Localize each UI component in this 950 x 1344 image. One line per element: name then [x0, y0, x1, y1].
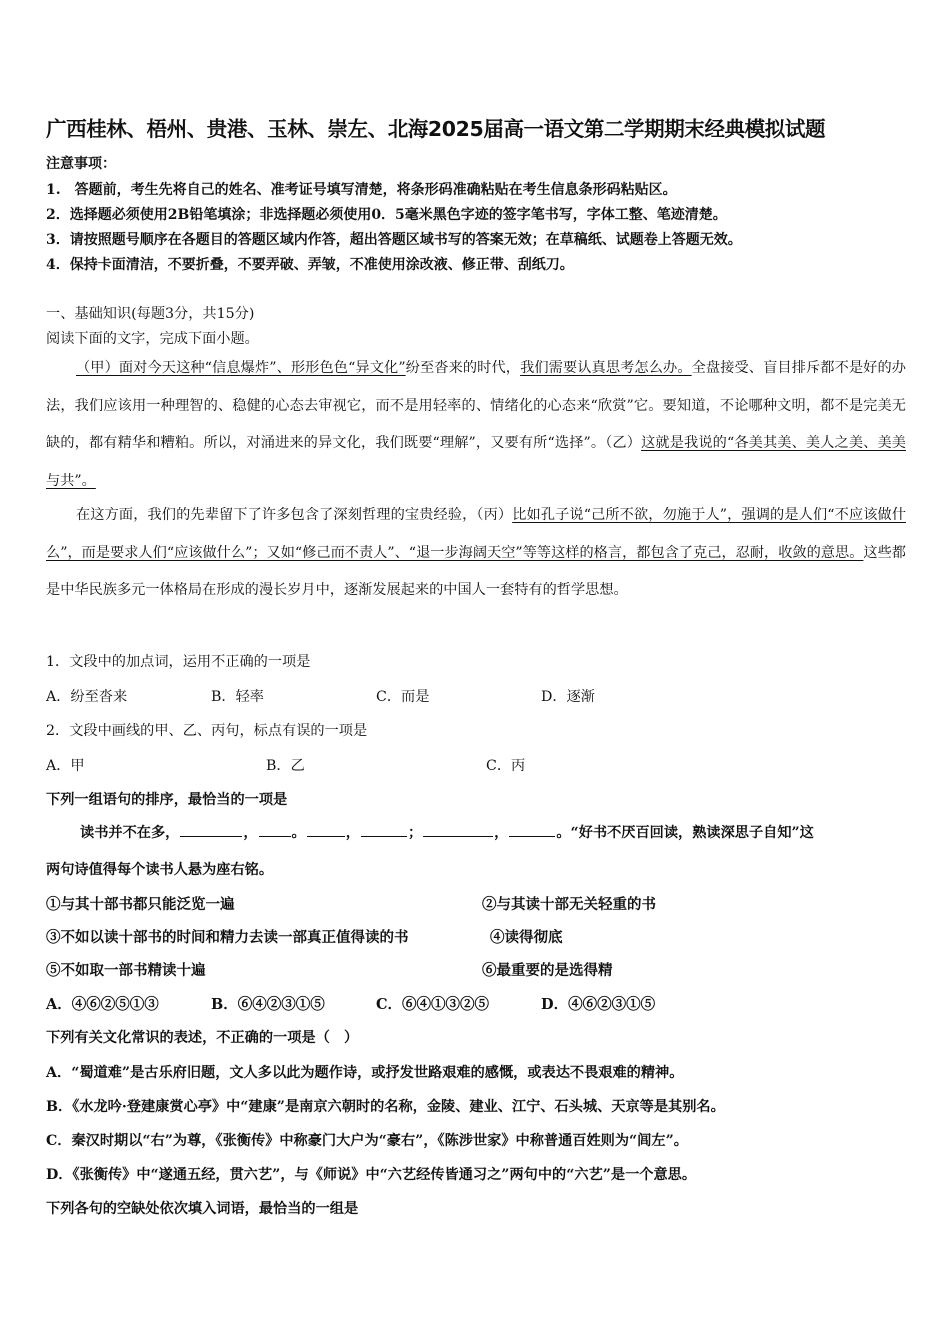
- notice-item-1: 1. 答题前，考生先将自己的姓名、准考证号填写清楚，将条形码准确粘贴在考生信息条形码粘贴区。: [46, 182, 677, 198]
- underlined-sentence-jia: （甲）面对今天这种“信息爆炸”、形形色色“异文化”: [76, 360, 406, 376]
- separator: ，: [345, 825, 360, 841]
- fill-blank-3[interactable]: [307, 822, 345, 837]
- notice-heading: 注意事项：: [46, 156, 116, 172]
- q1-option-a[interactable]: A．纷至沓来: [46, 689, 128, 705]
- q3-sentence-line-1: [80, 822, 814, 842]
- paragraph-text: 全盘接受、盲目排斥都不是好的办法，我们应该用一种理智的、稳健的心态去审视它，而不是用轻率的、情绪化的心态来“欣赏”它。要知道，不论哪种文明，都不是完美无缺的，都有精华和糟粕。所以，对涌进来的异文化，我们既要“理解”，又要有所“选择”。（乙）: [46, 360, 906, 451]
- q4-option-a[interactable]: A．“蜀道难”是古乐府旧题，文人多以此为题作诗，或抒发世路艰难的感慨，或表达不畏艰难的精神。: [46, 1065, 684, 1081]
- underlined-sentence-jia-end: 我们需要认真思考怎么办。: [520, 360, 692, 376]
- q3-option-b[interactable]: B．⑥④②③①⑤: [211, 996, 325, 1013]
- q1-option-d[interactable]: D．逐渐: [541, 689, 595, 705]
- q3-option-d[interactable]: D．④⑥②③①⑤: [541, 996, 656, 1013]
- q1-option-b[interactable]: B．轻率: [211, 689, 264, 705]
- sentence-text: 读书并不在多，: [80, 825, 180, 841]
- q3-item-5: ⑤不如取一部书精读十遍: [46, 962, 206, 979]
- q3-sentence-line-2: 两句诗值得每个读书人悬为座右铭。: [46, 862, 274, 878]
- fill-blank-5[interactable]: [423, 822, 493, 837]
- q4-option-b[interactable]: B．《水龙吟·登建康赏心亭》中“建康”是南京六朝时的名称，金陵、建业、江宁、石头城、天京等是其别名。: [46, 1099, 725, 1115]
- q3-item-1: ①与其十部书都只能泛览一遍: [46, 896, 235, 913]
- q3-item-6: ⑥最重要的是选得精: [482, 962, 613, 979]
- q2-option-c[interactable]: C．丙: [486, 758, 526, 774]
- q1-option-c[interactable]: C．而是: [376, 689, 430, 705]
- question-5-stem: 下列各句的空缺处依次填入词语，最恰当的一组是: [46, 1201, 359, 1217]
- underlined-sentence-bing: 比如孔子说“己所不欲，勿施于人”，强调的是人们“不应该做什么”，而是要求人们“应该做什么”；又如“修己而不责人”、“退一步海阔天空”等等这样的格言，都包含了克己，忍耐，收敛的意思。: [46, 507, 907, 561]
- notice-item-4: 4．保持卡面清洁，不要折叠，不要弄破、弄皱，不准使用涂改液、修正带、刮纸刀。: [46, 257, 574, 273]
- q4-option-c[interactable]: C．秦汉时期以“右”为尊，《张衡传》中称豪门大户为“豪右”，《陈涉世家》中称普通百姓则为“闾左”。: [46, 1133, 688, 1149]
- separator: ；: [407, 825, 423, 841]
- notice-item-2: 2．选择题必须使用2B铅笔填涂；非选择题必须使用0．5毫米黑色字迹的签字笔书写，字体工整、笔迹清楚。: [46, 207, 727, 223]
- passage-paragraph-2: [46, 497, 906, 610]
- question-2-stem: 2．文段中画线的甲、乙、丙句，标点有误的一项是: [46, 723, 368, 739]
- section-heading: 一、基础知识(每题3分，共15分): [46, 306, 255, 322]
- fill-blank-2[interactable]: [259, 822, 291, 837]
- question-3-stem: 下列一组语句的排序，最恰当的一项是: [46, 792, 288, 808]
- separator: ，: [243, 825, 258, 841]
- notice-item-3: 3．请按照题号顺序在各题目的答题区域内作答，超出答题区域书写的答案无效；在草稿纸、试题卷上答题无效。: [46, 232, 742, 248]
- paragraph-text: 这些都是中华民族多元一体格局在形成的漫长岁月中，逐渐发展起来的中国人一套特有的哲学思想。: [46, 544, 906, 598]
- q2-option-b[interactable]: B．乙: [266, 758, 305, 774]
- fill-blank-4[interactable]: [361, 822, 407, 837]
- passage-paragraph-1: [46, 350, 906, 500]
- paragraph-text: 在这方面，我们的先辈留下了许多包含了深刻哲理的宝贵经验，（丙）: [76, 507, 513, 523]
- dotted-word-text: 纷至沓来的时代，: [405, 360, 521, 376]
- reading-intro: 阅读下面的文字，完成下面小题。: [46, 331, 259, 347]
- question-4-stem: 下列有关文化常识的表述，不正确的一项是（ ）: [46, 1030, 359, 1046]
- exam-title: 广西桂林、梧州、贵港、玉林、崇左、北海2025届高一语文第二学期期末经典模拟试题: [46, 117, 826, 141]
- fill-blank-1[interactable]: [180, 822, 242, 837]
- fill-blank-6[interactable]: [509, 822, 555, 837]
- separator: ，: [494, 825, 509, 841]
- q3-item-4: ④读得彻底: [490, 929, 563, 946]
- q4-option-d[interactable]: D．《张衡传》中“遂通五经，贯六艺”，与《师说》中“六艺经传皆通习之”两句中的“六艺”是一个意思。: [46, 1167, 697, 1183]
- q3-item-3: ③不如以读十部书的时间和精力去读一部真正值得读的书: [46, 929, 409, 946]
- question-1-stem: 1．文段中的加点词，运用不正确的一项是: [46, 654, 311, 670]
- q3-option-a[interactable]: A．④⑥②⑤①③: [46, 996, 159, 1013]
- q3-option-c[interactable]: C．⑥④①③②⑤: [376, 996, 490, 1013]
- q3-item-2: ②与其读十部无关轻重的书: [482, 896, 656, 913]
- underlined-sentence-yi: 这就是我说的“各美其美、美人之美、美美与共”。: [46, 435, 906, 489]
- sentence-text: 。“好书不厌百回读，熟读深思子自知”这: [556, 825, 814, 841]
- separator: 。: [291, 825, 306, 841]
- q2-option-a[interactable]: A．甲: [46, 758, 85, 774]
